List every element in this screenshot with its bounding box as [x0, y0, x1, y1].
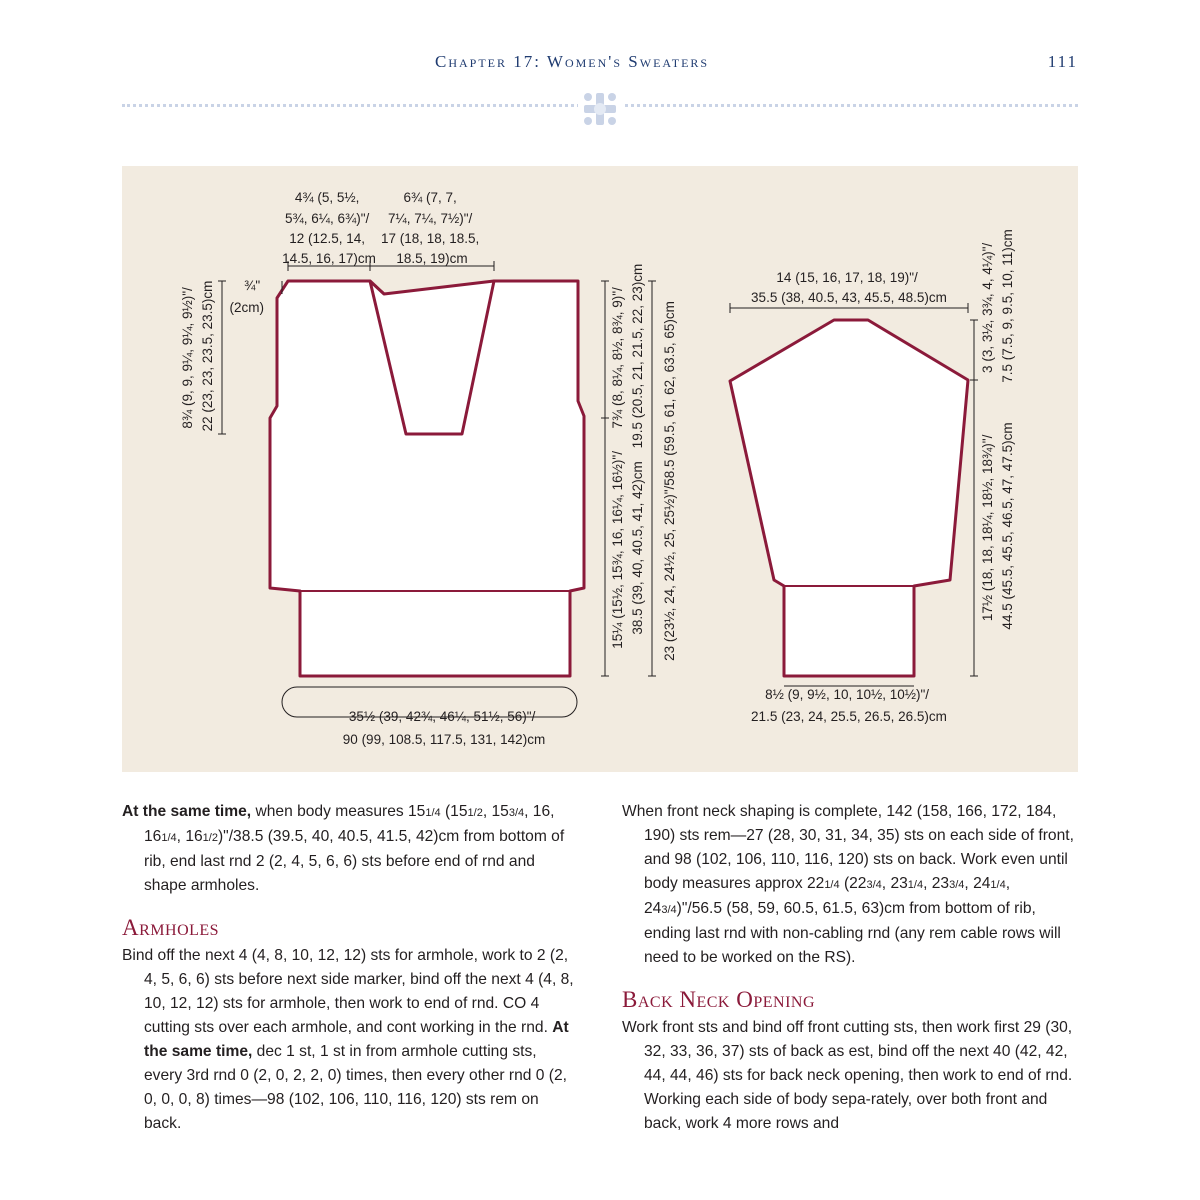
- snowflake-ornament-icon: [578, 91, 622, 127]
- body-length-label: 15¼ (15½, 15¾, 16, 16¼, 16½)"/ 38.5 (39, 40, 40.5, 41, 42)cm: [610, 451, 645, 649]
- schematic-figure: [122, 166, 1078, 772]
- shoulder-drop-label: ¾" (2cm): [229, 278, 264, 315]
- paragraph-neck-complete: When front neck shaping is complete, 142 (158, 166, 172, 184, 190) sts rem—27 (28, 30, 31, 34, 35) sts on each side of front, and 98 (102, 106, 110, 116, 120) sts on back. Work even until body measures approx 221/4 (223/4, 231/4, 233/4, 241/4, 243/4)"/56.5 (58, 59, 60.5, 61.5, 63)cm from bottom of rib, ending last rnd with non-cabling rnd (any rem cable rows will need to be worked on the RS).: [622, 803, 1074, 966]
- shoulder-width-label: 4¾ (5, 5½, 5¾, 6¼, 6¾)"/ 12 (12.5, 14, 14.5, 16, 17)cm: [282, 190, 376, 266]
- paragraph-armholes: Bind off the next 4 (4, 8, 10, 12, 12) sts for armhole, work to 2 (2, 4, 5, 6, 6) sts before next side marker, bind off the next 4 (4, 8, 10, 12, 12) sts for armhole, then work to end of rnd. CO 4 cutting sts over each armhole, and cont working in the rnd. At the same time, dec 1 st, 1 st in from armhole cutting sts, every 3rd rnd 0 (2, 0, 2, 2, 0) times, then every other rnd 0 (2, 0, 0, 0, 8) times—98 (102, 106, 110, 116, 120) sts rem on back.: [122, 947, 574, 1132]
- paragraph-armhole-start: At the same time, when body measures 151/4 (151/2, 153/4, 16, 161/4, 161/2)"/38.5 (39.5, 40, 40.5, 41.5, 42)cm from bottom of rib, end last rnd 2 (2, 4, 5, 6, 6) sts before end of rnd and shape armholes.: [122, 803, 565, 894]
- heading-armholes: Armholes: [122, 915, 220, 940]
- left-text-column: [122, 800, 577, 1136]
- heading-back-neck-opening: Back Neck Opening: [622, 987, 816, 1012]
- total-length-label: 23 (23½, 24, 24½, 25, 25½)"/58.5 (59.5, 61, 62, 63.5, 65)cm: [662, 301, 677, 661]
- sleeve-outline: [730, 320, 968, 676]
- chapter-title: Chapter 17: Women's Sweaters: [435, 52, 710, 71]
- sleeve-length-label: 17½ (18, 18, 18¼, 18½, 18¾)"/ 44.5 (45.5, 45.5, 46.5, 47, 47.5)cm: [980, 422, 1015, 630]
- neck-width-label: 6¾ (7, 7, 7¼, 7¼, 7½)"/ 17 (18, 18, 18.5, 18.5, 19)cm: [380, 190, 480, 266]
- circumference-label: 35½ (39, 42¾, 46¼, 51½, 56)"/ 90 (99, 108.5, 117.5, 131, 142)cm: [342, 709, 546, 747]
- running-head: [0, 52, 1200, 76]
- right-text-column: [622, 800, 1077, 1136]
- neck-depth-label: 7¾ (8, 8¼, 8½, 8¾, 9)"/ 19.5 (20.5, 21, 21.5, 22, 23)cm: [610, 263, 645, 449]
- paragraph-back-neck: Work front sts and bind off front cutting sts, then work first 29 (30, 32, 33, 36, 37) sts of back as est, bind off the next 40 (42, 42, 44, 44, 46) sts for back neck opening, then work to end of rnd. Working each side of body sepa-rately, over both front and back, work 4 more rows and: [622, 1019, 1073, 1132]
- upper-arm-label: 14 (15, 16, 17, 18, 19)"/ 35.5 (38, 40.5, 43, 45.5, 48.5)cm: [751, 270, 947, 305]
- schematic-drawing: [122, 166, 1078, 772]
- cap-depth-label: 3 (3, 3½, 3¾, 4, 4¼)"/ 7.5 (7.5, 9, 9.5, 10, 11)cm: [980, 229, 1015, 383]
- cuff-width-label: 8½ (9, 9½, 10, 10½, 10½)"/ 21.5 (23, 24, 25.5, 26.5, 26.5)cm: [751, 687, 947, 724]
- armhole-depth-label: 8¾ (9, 9, 9¼, 9¼, 9½)"/ 22 (23, 23, 23.5, 23.5)cm: [180, 280, 215, 432]
- page-number: 111: [1047, 52, 1078, 71]
